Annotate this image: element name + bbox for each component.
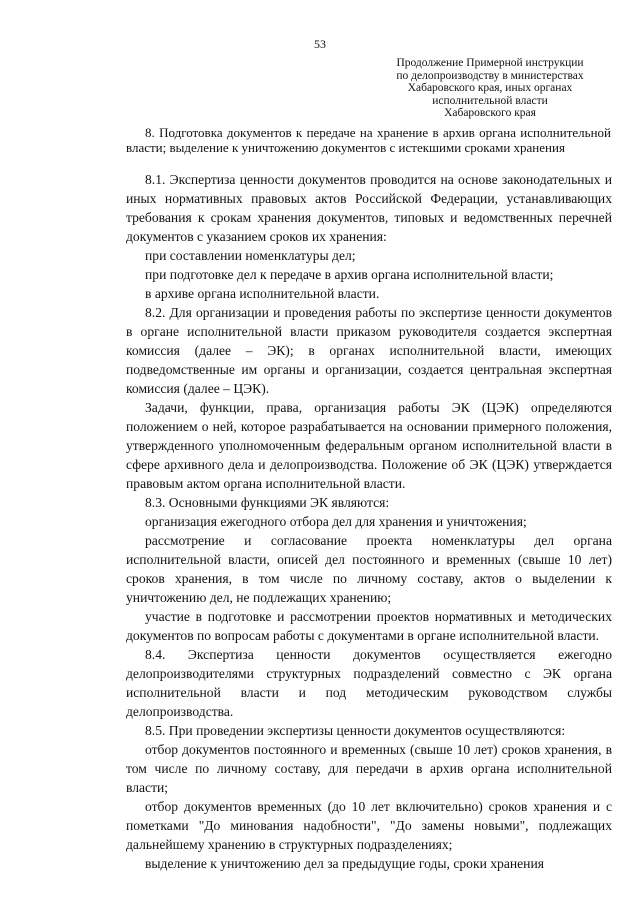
list-item: рассмотрение и согласование проекта номенклатуры дел органа исполнительной власти, описей дел постоянного и временных (свыше 10 лет) сроков хранения, в том числе по личному составу, актов о выделении к уничтожению дел, не подлежащих хранению; <box>126 533 612 605</box>
paragraph-8-5: 8.5. При проведении экспертизы ценности документов осуществляются: <box>145 723 566 738</box>
header-line: Продолжение Примерной инструкции <box>396 57 584 69</box>
list-item: организация ежегодного отбора дел для хранения и уничтожения; <box>145 514 527 529</box>
header-line: исполнительной власти <box>432 94 548 107</box>
list-item: при составлении номенклатуры дел; <box>145 248 356 263</box>
header-line: Хабаровского края <box>444 107 536 119</box>
paragraph-8-3: 8.3. Основными функциями ЭК являются: <box>145 495 390 510</box>
paragraph-8-4: 8.4. Экспертиза ценности документов осуществляется ежегодно делопроизводителями структурных подразделений совместно с ЭК органа исполнительной власти и под методическим руководством службы делопроизводства. <box>126 647 612 719</box>
list-item: участие в подготовке и рассмотрении проектов нормативных и методических документов по вопросам работы с документами в органе исполнительной власти. <box>126 609 612 643</box>
list-item: отбор документов постоянного и временных (свыше 10 лет) сроков хранения, в том числе по личному составу, для передачи в архив органа исполнительной власти; <box>126 742 612 795</box>
header-line: по делопроизводству в министерствах <box>396 69 584 82</box>
list-item: отбор документов временных (до 10 лет включительно) сроков хранения и с пометками "До минования надобности", "До замены новыми", подлежащих дальнейшему хранению в структурных подразделениях; <box>126 799 612 852</box>
paragraph-8-2: 8.2. Для организации и проведения работы по экспертизе ценности документов в органе исполнительной власти приказом руководителя создается экспертная комиссия (далее – ЭК); в органах исполнительной власти, имеющих подведомственные им органы и организации, создается центральная экспертная комиссия (далее – ЦЭК). <box>126 305 612 396</box>
paragraph: Задачи, функции, права, организация работы ЭК (ЦЭК) определяются положением о ней, которое разрабатывается на основании примерного положения, утвержденного уполномоченным федеральным органом исполнительной власти в сфере архивного дела и делопроизводства. Положение об ЭК (ЦЭК) утверждается правовым актом органа исполнительной власти. <box>126 400 612 491</box>
body-text <box>126 170 612 873</box>
page-number: 53 <box>314 37 326 51</box>
list-item: выделение к уничтожению дел за предыдущие годы, сроки хранения <box>145 856 544 871</box>
running-header <box>372 57 608 120</box>
list-item: в архиве органа исполнительной власти. <box>145 286 380 301</box>
paragraph-8-1: 8.1. Экспертиза ценности документов проводится на основе законодательных и иных нормативных правовых актов Российской Федерации, устанавливающих требования к срокам хранения документов, типовых и ведомственных перечней документов с указанием сроков их хранения: <box>126 172 612 244</box>
header-line: Хабаровского края, иных органах <box>407 82 573 94</box>
section-title: 8. Подготовка документов к передаче на хранение в архив органа исполнительной власти; выделение к уничтожению документов с истекшими сроками хранения <box>126 125 611 155</box>
list-item: при подготовке дел к передаче в архив органа исполнительной власти; <box>145 267 554 282</box>
